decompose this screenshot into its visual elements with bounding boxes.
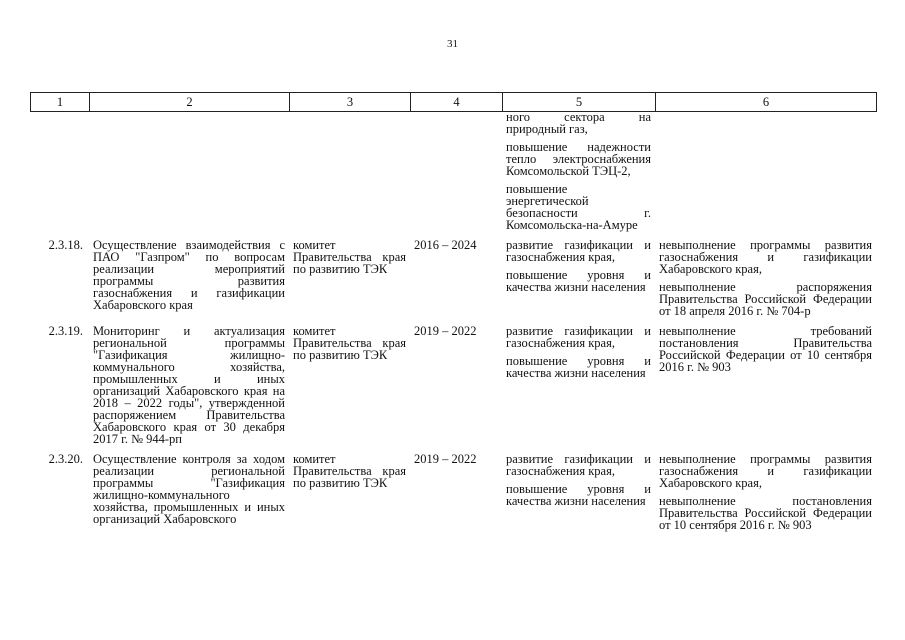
row-consequence-item: невыполнение постановления Правительства Российской Федерации от 10 сентября 2016 г. № 903	[659, 494, 872, 532]
header-col-1: 1	[31, 93, 90, 112]
row-executor: комитет Правительства края по развитию ТЭК	[293, 452, 406, 490]
row-result-item: развитие газификации и газоснабжения края,	[506, 452, 651, 478]
row-results	[502, 325, 655, 453]
header-col-6: 6	[656, 93, 877, 112]
header-col-4: 4	[411, 93, 503, 112]
row-results	[502, 453, 655, 531]
table-row	[30, 239, 876, 325]
row-executor: комитет Правительства края по развитию ТЭК	[293, 324, 406, 362]
row-period: 2016 – 2024	[414, 238, 477, 252]
row-consequence-item: невыполнение программы развития газоснабжения и газификации Хабаровского края,	[659, 452, 872, 490]
row-period: 2019 – 2022	[414, 324, 477, 338]
continuation-text-2: повышение надежности тепло электроснабжения Комсомольской ТЭЦ-2,	[506, 140, 651, 178]
continuation-results	[502, 111, 655, 239]
row-consequences	[655, 239, 876, 325]
row-activity: Мониторинг и актуализация региональной программы "Газификация жилищно-коммунального хозяйства, промышленных и иных организаций Хабаровского края на 2018 – 2022 годы", утвержденной распоряжением Правительства Хабаровского края от 30 декабря 2017 г. № 944-рп	[93, 324, 285, 446]
continuation-text-3: повышение энергетической безопасности г. Комсомольска-на-Амуре	[506, 182, 651, 232]
table-row-continuation	[30, 111, 876, 239]
header-col-3: 3	[290, 93, 411, 112]
row-number: 2.3.20.	[48, 452, 83, 466]
table-row	[30, 325, 876, 453]
continuation-text-1: ного сектора на природный газ,	[506, 110, 651, 136]
row-executor: комитет Правительства края по развитию ТЭК	[293, 238, 406, 276]
row-number: 2.3.19.	[48, 324, 83, 338]
row-result-item: повышение уровня и качества жизни населения	[506, 354, 651, 380]
row-activity: Осуществление контроля за ходом реализации региональной программы "Газификация жилищно-коммунального хозяйства, промышленных и иных организаций Хабаровского	[93, 452, 285, 526]
header-col-5: 5	[503, 93, 656, 112]
page-number: 31	[447, 38, 458, 50]
row-result-item: развитие газификации и газоснабжения края,	[506, 238, 651, 264]
header-col-2: 2	[90, 93, 290, 112]
row-results	[502, 239, 655, 325]
row-consequence-item: невыполнение распоряжения Правительства Российской Федерации от 18 апреля 2016 г. № 704-р	[659, 280, 872, 318]
row-consequence-item: невыполнение требований постановления Правительства Российской Федерации от 10 сентября 2016 г. № 903	[659, 324, 872, 374]
table-header	[30, 92, 877, 112]
row-consequences	[655, 325, 876, 453]
row-consequences	[655, 453, 876, 531]
row-result-item: повышение уровня и качества жизни населения	[506, 482, 651, 508]
row-result-item: повышение уровня и качества жизни населения	[506, 268, 651, 294]
row-period: 2019 – 2022	[414, 452, 477, 466]
row-activity: Осуществление взаимодействия с ПАО "Газпром" по вопросам реализации мероприятий программы развития газоснабжения и газификации Хабаровского края	[93, 238, 285, 312]
row-number: 2.3.18.	[48, 238, 83, 252]
table-row	[30, 453, 876, 531]
row-consequence-item: невыполнение программы развития газоснабжения и газификации Хабаровского края,	[659, 238, 872, 276]
row-result-item: развитие газификации и газоснабжения края,	[506, 324, 651, 350]
table-body	[30, 111, 876, 531]
